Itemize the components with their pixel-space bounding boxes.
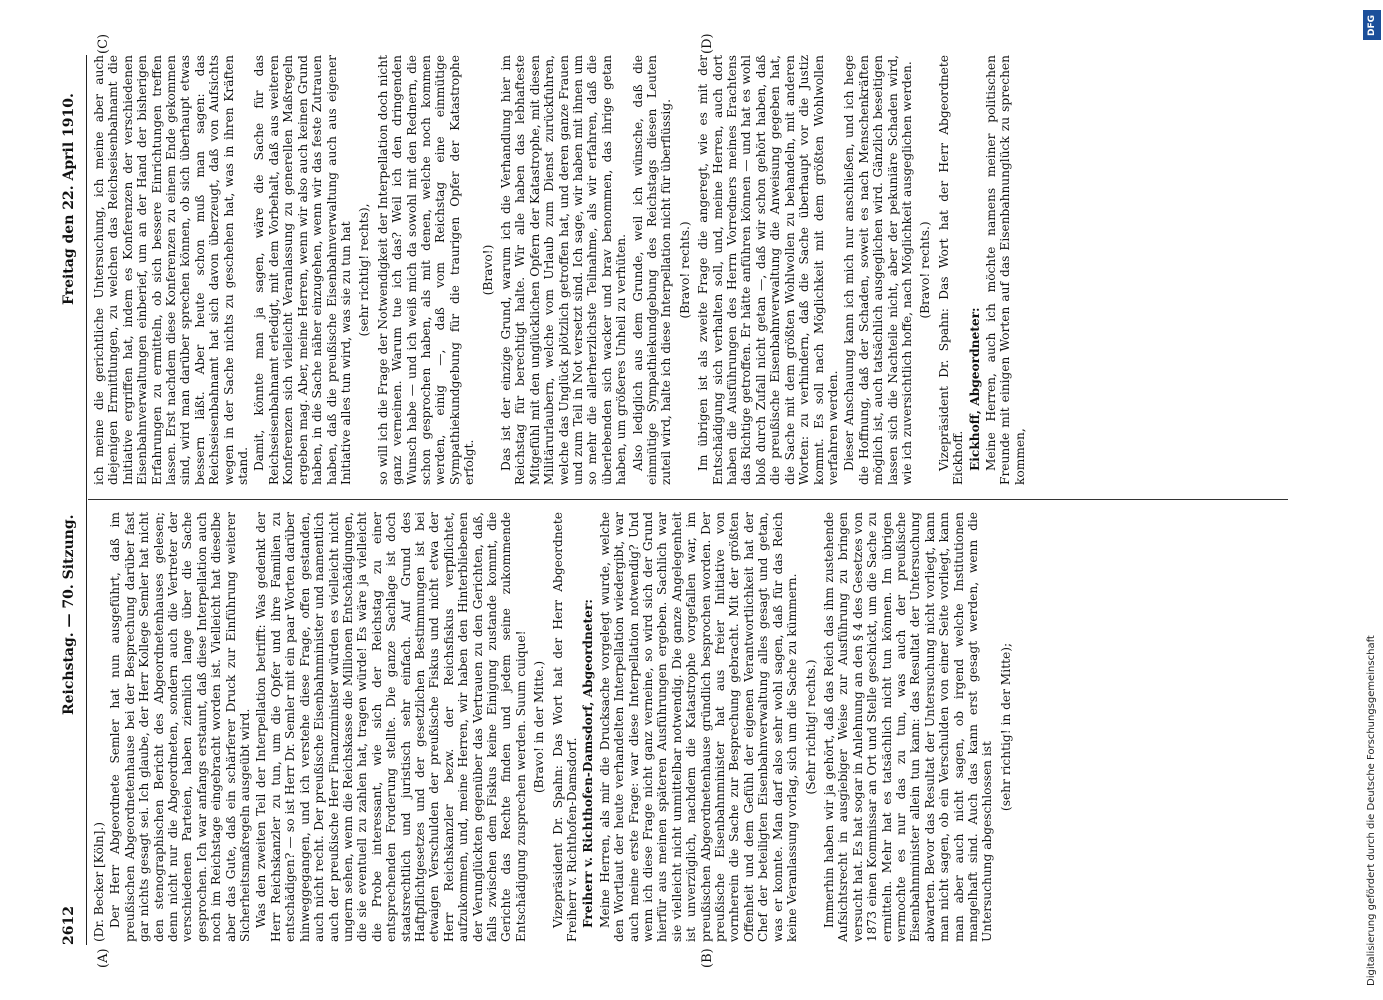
paragraph: so will ich die Frage der Notwendigkeit der Interpellation doch nicht ganz verneinen. Warum tue ich das? Weil ich den dringenden Wunsch habe — und ich weiß mich da sowohl mit den Rednern, die schon gesprochen haben, als mit denen, welche noch kommen werden, einig —, daß vom Reichstag eine einmütige Sympathiekundgebung für die traurigen Opfer der Katastrophe erfolgt. — [375, 55, 477, 485]
margin-marker-b: (B) — [700, 948, 715, 968]
session-date: Freitag den 22. April 1910. — [61, 93, 77, 305]
header-rule — [86, 55, 87, 945]
paragraph: Meine Herren, auch ich möchte namens meiner politischen Freunde mit einigen Worten auf das Eisenbahnunglück zu sprechen kommen, — [983, 55, 1027, 485]
margin-marker-d: (D) — [700, 33, 715, 54]
paragraph: Meine Herren, als mir die Drucksache vorgelegt wurde, welche den Wortlaut der heute verhandelten Interpellation wiedergibt, war auch meine erste Frage: war diese Interpellation notwendig? Und wenn ich diese Frage nicht ganz verneine, so wird sich der Grund hierfür aus meinen späteren Ausführungen ergeben. Sachlich war sie vielleicht nicht unmittelbar notwendig. Die ganze Angelegenheit ist unverzüglich, nachdem die Katastrophe vorgefallen war, im preußischen Abgeordnetenhause gründlich besprochen worden. Der preußische Eisenbahnminister hat aus freier Initiative von vornherein die Sache zur Besprechung gebracht. Mit der größten Offenheit und dem Gefühl der eigenen Verantwortlichkeit hat der Chef der beteiligten Eisenbahnverwaltung alles gesagt und getan, was er konnte. Man darf also sehr wohl sagen, daß für das Reich keine Veranlassung vorlag, sich um die Sache zu kümmern. — [597, 512, 800, 942]
speaker-heading: Eickhoff, Abgeordneter: — [967, 307, 982, 471]
page-header — [55, 55, 85, 945]
applause-note: (Sehr richtig! rechts.) — [803, 659, 818, 795]
speaker-continuation: (Dr. Becker [Köln].) — [92, 821, 106, 942]
left-column — [92, 512, 1017, 942]
paragraph: Was den zweiten Teil der Interpellation betrifft: Was gedenkt der Herr Reichskanzler zu tun, um die Opfer und ihre Familien zu entschädigen? — so ist Herr Dr. Semler mit ein paar Worten darüber hinweggegangen, und ich verstehe diese Frage, offen gestanden, auch nicht recht. Der preußische Eisenbahnminister und namentlich auch der preußische Herr Finanzminister würden es vielleicht nicht ungern sehen, wenn die Reichskasse die Millionen Entschädigungen, die sie eventuell zu zahlen hat, tragen würde! Es wäre ja vielleicht die Probe interessant, wie sich der Reichstag zu einer entsprechenden Forderung stellte. Die ganze Sachlage ist doch staatsrechtlich und juristisch sehr einfach. Auf Grund des Haftpflichtgesetzes und der gesetzlichen Bestimmungen ist bei etwaigen Verschulden der preußische Fiskus und nicht etwa der Herr Reichskanzler bezw. der Reichsfiskus verpflichtet, aufzukommen, und, meine Herren, wir haben den Hinterbliebenen der Verunglückten gegenüber das Vertrauen zu den Gerichten, daß, falls zwischen dem Fiskus keine Einigung zustande kommt, die Gerichte das Rechte finden und jedem seine zukommende Entschädigung zusprechen werden. Suum cuique! — [254, 512, 528, 942]
column-divider — [88, 499, 1288, 500]
dfg-sidebar — [1363, 10, 1381, 990]
paragraph: Immerhin haben wir ja gehört, daß das Reich das ihm zustehende Aufsichtsrecht in ausgiebiger Weise zur Ausführung zu bringen versucht hat. Es hat sogar in Anlehnung an den § 4 des Gesetzes von 1873 einen Kommissar an Ort und Stelle geschickt, um die Sache zu ermitteln. Mehr hat es tatsächlich nicht tun können. Im übrigen vermochte es nur das zu tun, was auch der preußische Eisenbahnminister allein tun kann: das Resultat der Untersuchung abwarten. Bevor das Resultat der Untersuchung nicht vorliegt, kann man nicht sagen, ob ein Verschulden von einer Seite vorliegt, kann man aber auch nicht sagen, ob irgend welche Institutionen mangelhaft sind. Auch das kann erst gesagt werden, wenn die Untersuchung abgeschlossen ist — [821, 512, 995, 942]
applause-note: (Bravo! rechts.) — [918, 221, 933, 319]
right-column — [92, 55, 1029, 485]
session-title: Reichstag. — 70. Sitzung. — [61, 514, 77, 715]
margin-marker-a: (A) — [96, 948, 111, 968]
paragraph: Also lediglich aus dem Grunde, weil ich wünsche, daß die einmütige Sympathiekundgebung des Reichstags diesen Leuten zuteil wird, halte ich diese Interpellation nicht für überflüssig. — [630, 55, 674, 485]
paragraph: Der Herr Abgeordnete Semler hat nun ausgeführt, daß im preußischen Abgeordnetenhause bei der Besprechung darüber fast gar nichts gesagt sei. Ich glaube, der Herr Kollege Semler hat nicht den stenographischen Bericht des Abgeordnetenhauses gelesen; denn nicht nur die Abgeordneten, sondern auch die Vertreter der verschiedenen Parteien, haben ziemlich lange über die Sache gesprochen. Ich war anfangs erstaunt, daß diese Interpellation auch noch im Reichstage eingebracht worden ist. Vielleicht hat dieselbe aber das Gute, daß ein schärferer Druck zur Einführung weiterer Sicherheitsmaßregeln ausgeübt wird. — [108, 512, 253, 942]
paragraph: Damit, könnte man ja sagen, wäre die Sache für das Reichseisenbahnamt erledigt, mit dem Vorbehalt, daß aus weiteren Konferenzen sich vielleicht Veranlassung zu generellen Maßregeln ergeben mag. Aber, meine Herren, wenn wir also auch keinen Grund haben, in die Sache näher einzugehen, wenn wir das feste Zutrauen haben, daß die preußische Eisenbahnverwaltung auch aus eigener Initiative alles tun wird, was sie zu tun hat — [252, 55, 353, 485]
applause-note: (Bravo! in der Mitte.) — [532, 660, 547, 794]
presiding-remark: Vizepräsident Dr. Spahn: Das Wort hat der Herr Abgeordnete Freiherr v. Richthofen-Damsdorf. — [550, 512, 579, 942]
paragraph: ich meine die gerichtliche Untersuchung, ich meine aber auch diejenigen Ermittlungen, zu welchen das Reichseisenbahnamt die Initiative ergriffen hat, indem es Konferenzen der verschiedenen Eisenbahnverwaltungen einberief, um an der Hand der bisherigen Erfahrungen zu ermitteln, ob sich bessere Einrichtungen treffen lassen. Erst nachdem diese Konferenzen zu einem Ende gekommen sind, wird man darüber sprechen können, ob sich überhaupt etwas bessern läßt. Aber heute schon muß man sagen: das Reichseisenbahnamt hat sich davon überzeugt, daß von Aufsichts wegen in der Sache nichts zu geschehen hat, was in ihren Kräften stand. — [92, 55, 251, 485]
applause-note: (Bravo!) — [480, 244, 495, 296]
applause-note: (sehr richtig! rechts), — [357, 203, 372, 337]
speaker-heading: Freiherr v. Richthofen-Damsdorf, Abgeordneter: — [581, 599, 596, 928]
presiding-remark: Vizepräsident Dr. Spahn: Das Wort hat der Herr Abgeordnete Eickhoff. — [936, 55, 966, 485]
paragraph: Das ist der einzige Grund, warum ich die Verhandlung hier im Reichstag für berechtigt halte. Wir alle haben das lebhafteste Mitgefühl mit den unglücklichen Opfern der Katastrophe, mit diesen Militärurlaubern, welche vom Urlaub zum Dienst zurückfuhren, welche das Unglück plötzlich getroffen hat, und deren ganze Frauen und zum Teil in Not versetzt sind. Ich sage, wir haben mit ihnen um so mehr die allerherzlichste Teilnahme, als wir erfahren, daß die überlebenden sich wacker und brav benommen, das ihrige getan haben, um größeres Unheil zu verhüten. — [498, 55, 629, 485]
dfg-logo: DFG — [1363, 10, 1381, 40]
paragraph: Im übrigen ist als zweite Frage die angeregt, wie es mit der Entschädigung sich verhalten soll, und, meine Herren, auch dort haben die Ausführungen des Herrn Vorredners meines Erachtens das Richtige getroffen. Er hätte anführen können — und hat es wohl bloß durch Zufall nicht getan —, daß wir schon gehört haben, daß die preußische Eisenbahnverwaltung die Anweisung gegeben hat, die Sache mit dem größten Wohlwollen zu behandeln, mit anderen Worten: zu verhindern, daß die Sache überhaupt vor die Justiz kommt. Es soll nach Möglichkeit mit dem größten Wohlwollen verfahren werden. — [696, 55, 840, 485]
page-number: 2612 — [61, 906, 77, 945]
applause-note: (sehr richtig! in der Mitte); — [998, 642, 1013, 812]
paragraph: Dieser Anschauung kann ich mich nur anschließen, und ich hege die Hoffnung, daß der Schaden, soweit es nach Menschenkräften möglich ist, auch tatsächlich ausgeglichen wird. Gänzlich beseitigen lassen sich die Nachteile nicht, aber der pekuniäre Schaden wird, wie ich zuversichtlich hoffe, nach Möglichkeit ausgeglichen werden. — [842, 55, 914, 485]
applause-note: (Bravo! rechts.) — [677, 221, 692, 319]
dfg-funding-note: Digitalisierung gefördert durch die Deutsche Forschungsgemeinschaft — [1366, 635, 1377, 986]
margin-marker-c: (C) — [96, 33, 111, 54]
